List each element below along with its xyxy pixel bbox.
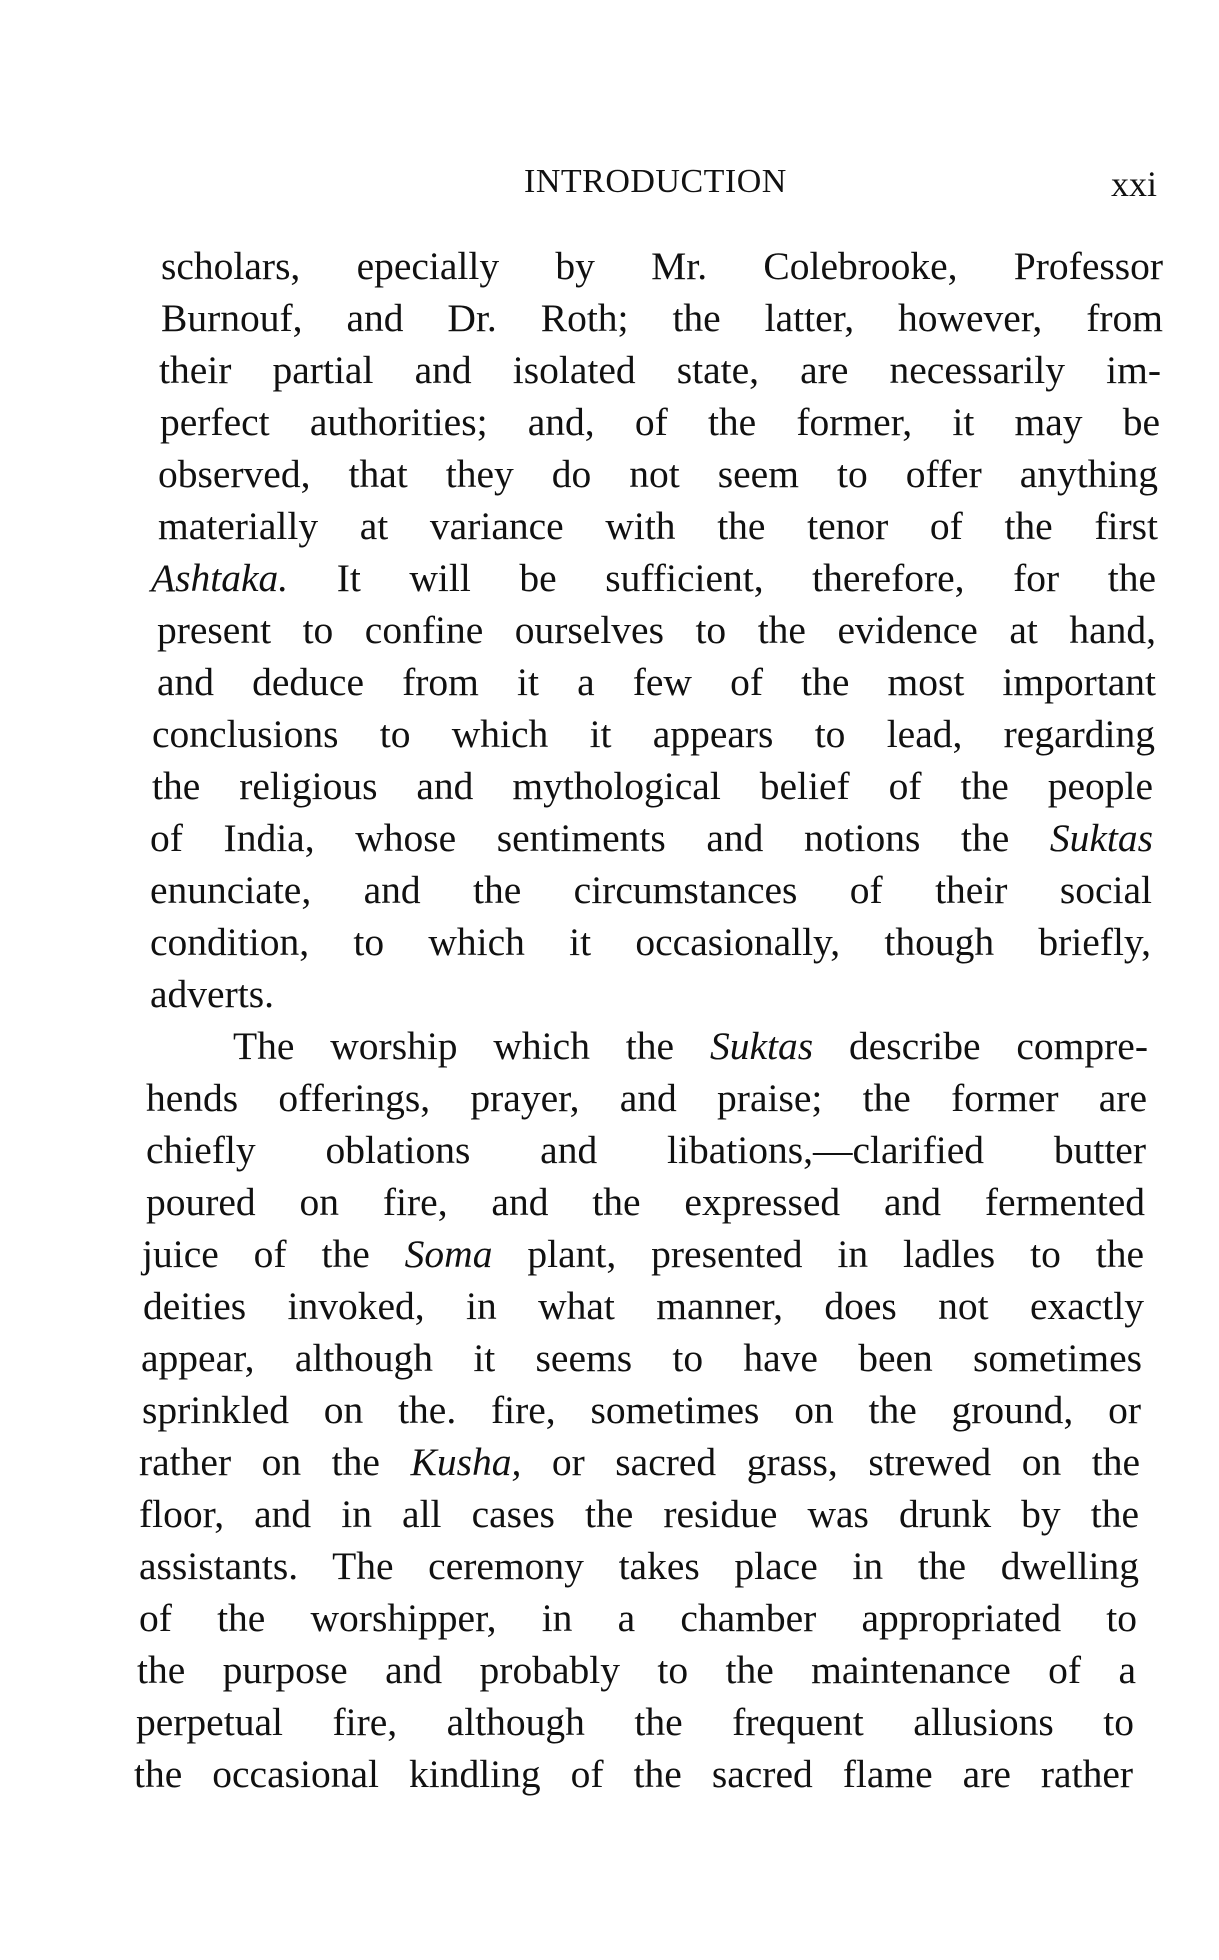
text-line-25: floor, and in all cases the residue was drunk by the (139, 1492, 1139, 1536)
italic-term-suktas: Suktas (709, 1024, 814, 1068)
text-line-7: Ashtaka. It will be sufficient, therefore, for the (151, 556, 1156, 600)
text-line-27: of the worshipper, in a chamber appropriated to (139, 1596, 1137, 1640)
text-line-23: sprinkled on the. fire, sometimes on the ground, or (142, 1388, 1141, 1432)
text-line-21: deities invoked, in what manner, does not exactly (143, 1284, 1144, 1328)
text-line-22: appear, although it seems to have been sometimes (141, 1336, 1142, 1380)
running-head (0, 163, 1219, 213)
text-line-20: juice of the Soma plant, presented in ladles to the (142, 1232, 1144, 1276)
text-line-13: enunciate, and the circumstances of their social (150, 868, 1152, 912)
text-line-9: and deduce from it a few of the most important (157, 660, 1156, 704)
text-line-2: Burnouf, and Dr. Roth; the latter, however, from (161, 296, 1163, 340)
text-line-14: condition, to which it occasionally, though briefly, (150, 920, 1151, 964)
text-line-15: adverts. (150, 972, 274, 1016)
italic-term-kusha: Kusha, (410, 1440, 522, 1484)
running-title: INTRODUCTION (524, 163, 787, 200)
text-line-24: rather on the Kusha, or sacred grass, strewed on the (139, 1440, 1140, 1484)
text-line-28: the purpose and probably to the maintenance of a (137, 1648, 1136, 1692)
text-line-8: present to confine ourselves to the evidence at hand, (157, 608, 1156, 652)
text-line-3: their partial and isolated state, are necessarily im- (159, 348, 1161, 392)
text-line-17: hends offerings, prayer, and praise; the former are (146, 1076, 1147, 1120)
text-line-29: perpetual fire, although the frequent allusions to (136, 1700, 1134, 1744)
italic-term-ashtaka: Ashtaka. (151, 556, 289, 600)
text-line-1: scholars, epecially by Mr. Colebrooke, Professor (161, 244, 1163, 288)
text-line-10: conclusions to which it appears to lead, regarding (152, 712, 1155, 756)
page-number: xxi (1111, 164, 1158, 204)
text-line-11: the religious and mythological belief of the people (152, 764, 1153, 808)
text-line-12: of India, whose sentiments and notions the Suktas (150, 816, 1153, 860)
text-line-5: observed, that they do not seem to offer anything (158, 452, 1158, 496)
text-line-4: perfect authorities; and, of the former, it may be (160, 400, 1160, 444)
italic-term-soma: Soma (404, 1232, 493, 1276)
text-line-18: chiefly oblations and libations,—clarified butter (146, 1128, 1146, 1172)
text-line-30: the occasional kindling of the sacred flame are rather (134, 1752, 1133, 1796)
text-line-19: poured on fire, and the expressed and fermented (146, 1180, 1145, 1224)
italic-term-suktas: Suktas (1049, 816, 1153, 860)
text-line-16: The worship which the Suktas describe compre- (233, 1024, 1148, 1068)
text-line-6: materially at variance with the tenor of the first (158, 504, 1158, 548)
text-line-26: assistants. The ceremony takes place in the dwelling (139, 1544, 1139, 1588)
